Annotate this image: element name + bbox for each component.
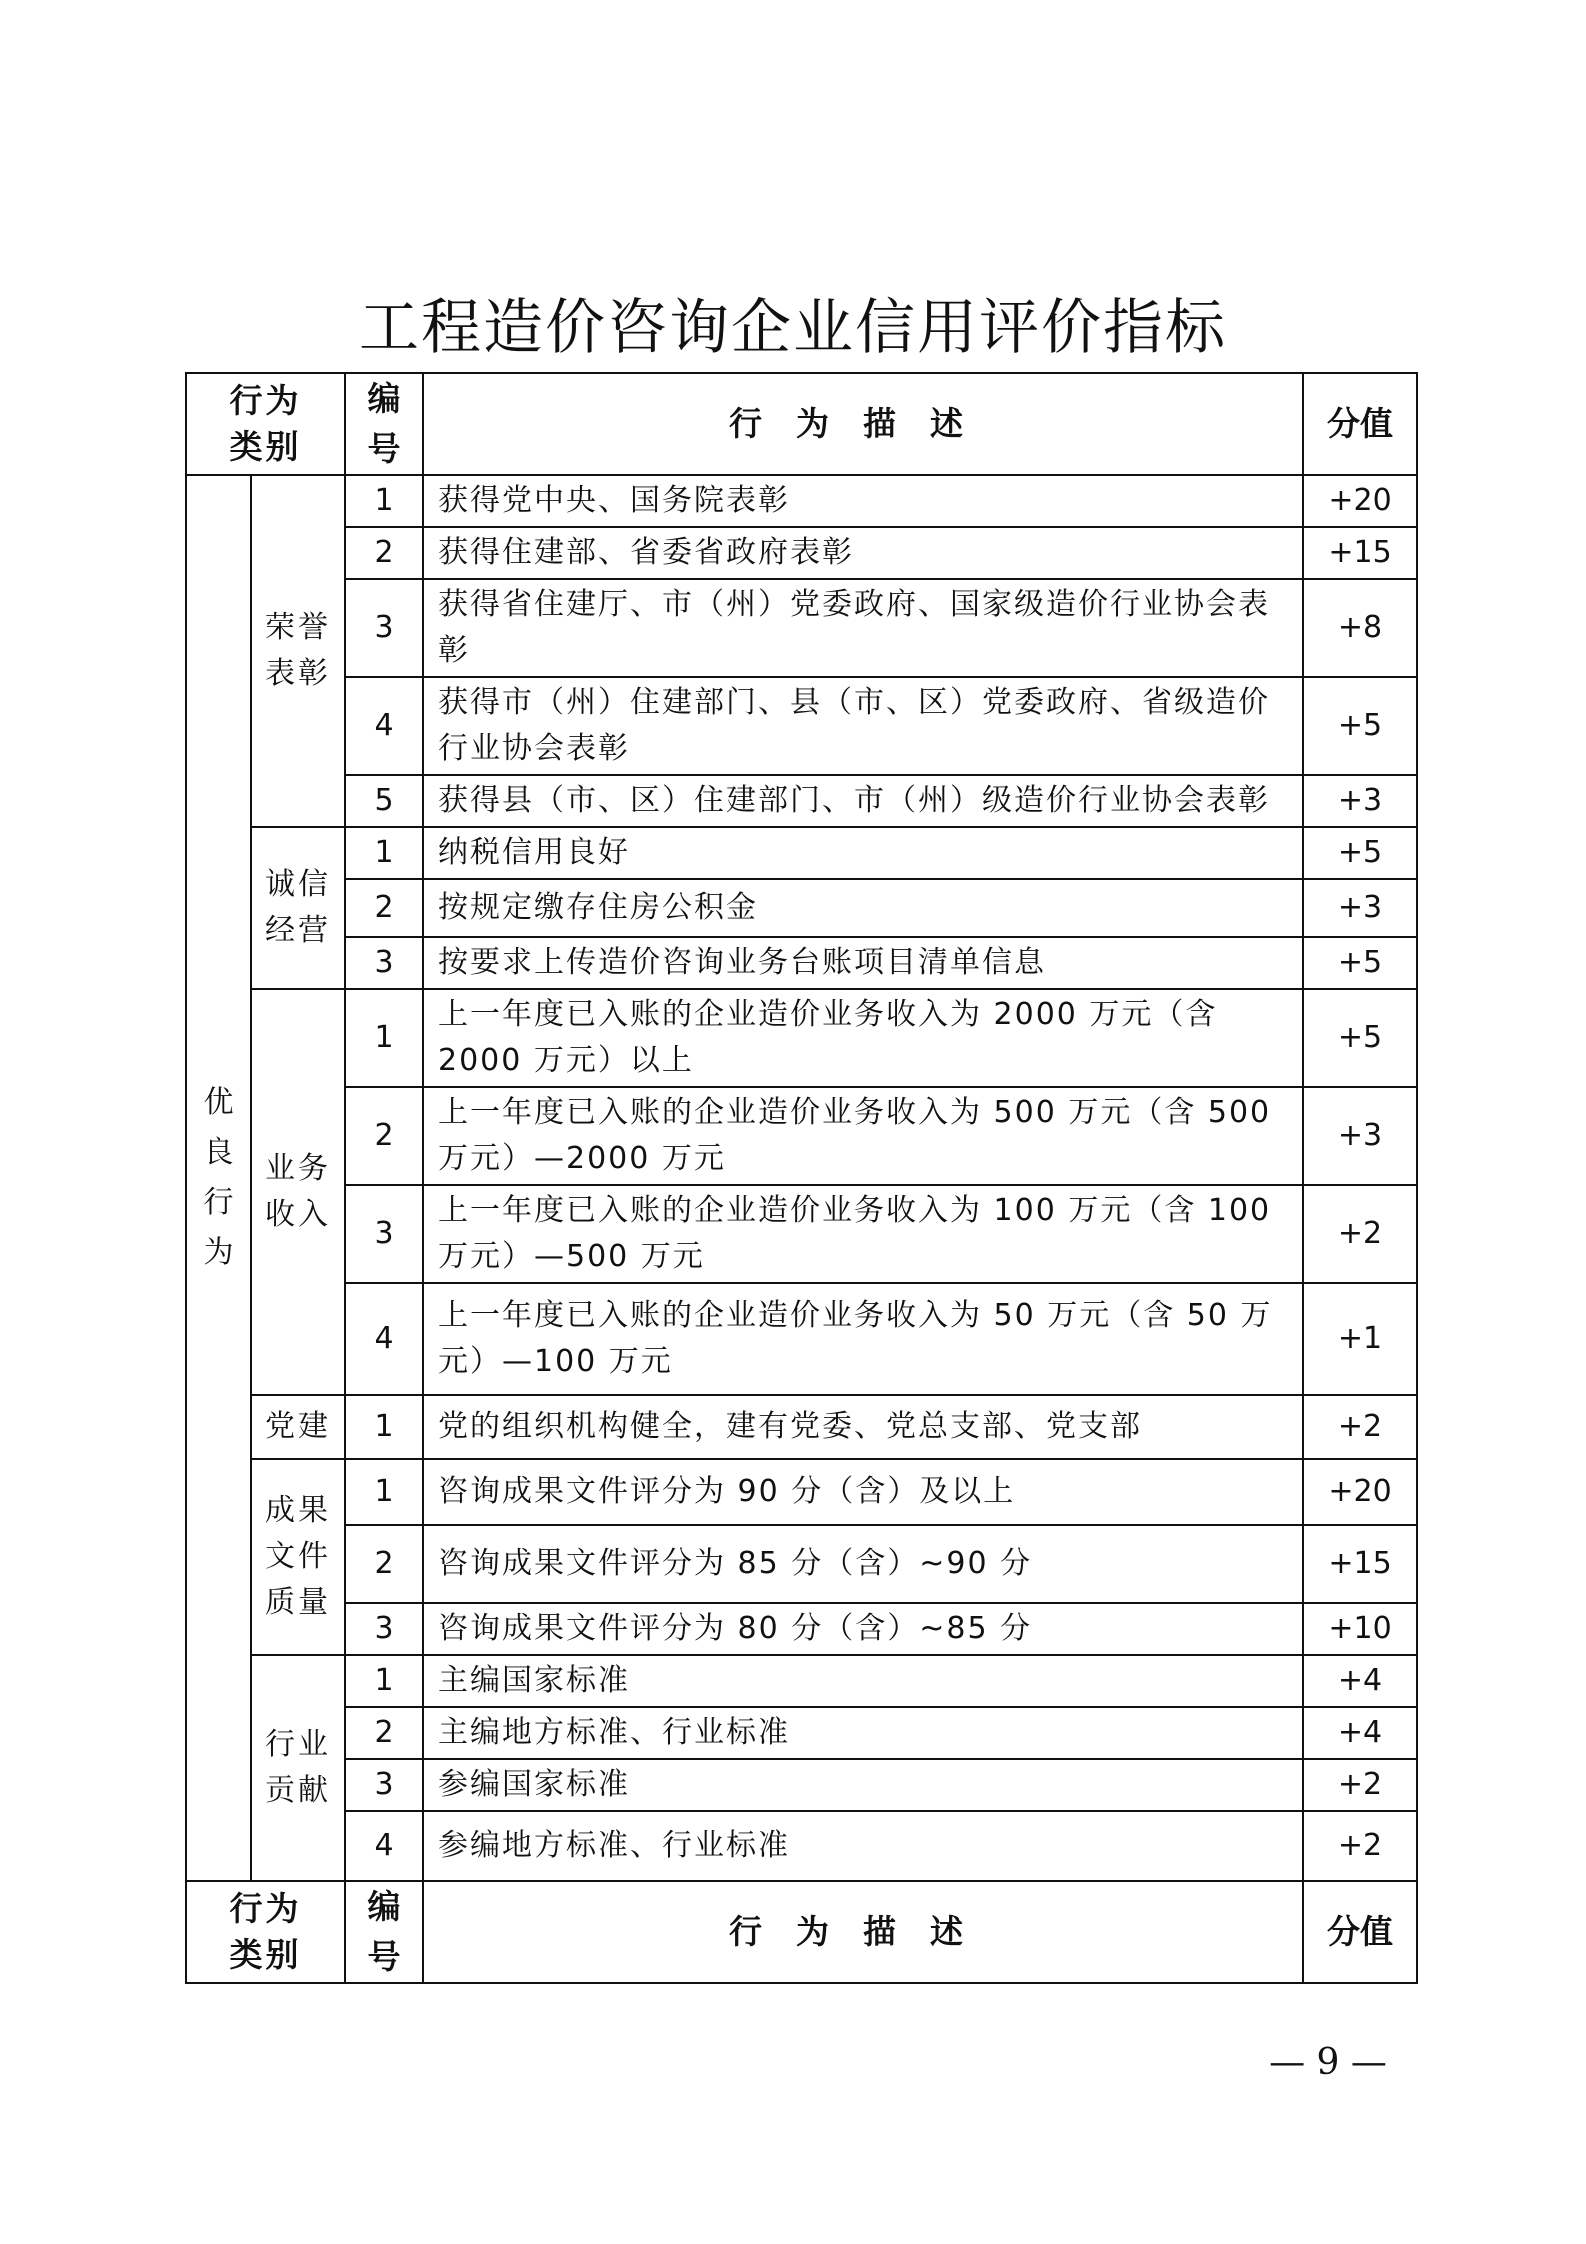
table-row	[186, 677, 1417, 775]
row-number: 3	[345, 1185, 423, 1283]
row-number: 1	[345, 989, 423, 1087]
row-description: 参编地方标准、行业标准	[423, 1811, 1303, 1881]
header-category: 行为类别	[186, 373, 345, 475]
row-score: +2	[1303, 1759, 1417, 1811]
table-footer-header-row	[186, 1881, 1417, 1983]
group-name-cell: 诚信经营	[251, 827, 345, 989]
table-row	[186, 1283, 1417, 1395]
row-number: 2	[345, 1525, 423, 1603]
group-name-cell: 行业贡献	[251, 1655, 345, 1881]
table-row	[186, 937, 1417, 989]
row-description: 获得县（市、区）住建部门、市（州）级造价行业协会表彰	[423, 775, 1303, 827]
row-score: +3	[1303, 775, 1417, 827]
row-score: +15	[1303, 1525, 1417, 1603]
row-score: +1	[1303, 1283, 1417, 1395]
header-description: 行为描述	[423, 373, 1303, 475]
row-score: +15	[1303, 527, 1417, 579]
table-row	[186, 989, 1417, 1087]
table-row	[186, 1525, 1417, 1603]
row-number: 2	[345, 527, 423, 579]
header-score: 分值	[1303, 373, 1417, 475]
row-number: 3	[345, 579, 423, 677]
row-description: 获得省住建厅、市（州）党委政府、国家级造价行业协会表彰	[423, 579, 1303, 677]
header-number: 编号	[345, 373, 423, 475]
row-description: 主编国家标准	[423, 1655, 1303, 1707]
row-description: 党的组织机构健全，建有党委、党总支部、党支部	[423, 1395, 1303, 1459]
table-row	[186, 879, 1417, 937]
table-row	[186, 1185, 1417, 1283]
group-name-cell: 业务收入	[251, 989, 345, 1395]
row-description: 上一年度已入账的企业造价业务收入为 2000 万元（含 2000 万元）以上	[423, 989, 1303, 1087]
table-row	[186, 527, 1417, 579]
row-score: +4	[1303, 1655, 1417, 1707]
group-name-cell: 党建	[251, 1395, 345, 1459]
table-row	[186, 1603, 1417, 1655]
row-score: +2	[1303, 1185, 1417, 1283]
table-row	[186, 475, 1417, 527]
main-category-cell: 优良行为	[186, 475, 251, 1881]
table-row	[186, 1759, 1417, 1811]
page-title: 工程造价咨询企业信用评价指标	[359, 293, 1227, 363]
footer-header-description: 行为描述	[423, 1881, 1303, 1983]
footer-header-number: 编号	[345, 1881, 423, 1983]
table-row	[186, 579, 1417, 677]
row-description: 获得党中央、国务院表彰	[423, 475, 1303, 527]
table-row	[186, 775, 1417, 827]
row-score: +2	[1303, 1811, 1417, 1881]
row-number: 1	[345, 827, 423, 879]
table-row	[186, 1655, 1417, 1707]
row-description: 获得住建部、省委省政府表彰	[423, 527, 1303, 579]
row-description: 获得市（州）住建部门、县（市、区）党委政府、省级造价行业协会表彰	[423, 677, 1303, 775]
row-description: 咨询成果文件评分为 90 分（含）及以上	[423, 1459, 1303, 1525]
row-number: 1	[345, 1459, 423, 1525]
row-number: 4	[345, 1283, 423, 1395]
row-number: 4	[345, 677, 423, 775]
credit-evaluation-table	[185, 372, 1418, 1984]
row-number: 2	[345, 1707, 423, 1759]
row-number: 1	[345, 1655, 423, 1707]
table-row	[186, 1087, 1417, 1185]
table-row	[186, 1395, 1417, 1459]
row-number: 3	[345, 1759, 423, 1811]
row-description: 参编国家标准	[423, 1759, 1303, 1811]
row-description: 按要求上传造价咨询业务台账项目清单信息	[423, 937, 1303, 989]
row-score: +5	[1303, 989, 1417, 1087]
row-number: 2	[345, 1087, 423, 1185]
table-row	[186, 827, 1417, 879]
row-score: +3	[1303, 879, 1417, 937]
table-row	[186, 1459, 1417, 1525]
group-name-cell: 荣誉表彰	[251, 475, 345, 827]
table-header-row	[186, 373, 1417, 475]
row-score: +3	[1303, 1087, 1417, 1185]
row-description: 主编地方标准、行业标准	[423, 1707, 1303, 1759]
footer-header-category: 行为类别	[186, 1881, 345, 1983]
row-number: 1	[345, 475, 423, 527]
row-description: 上一年度已入账的企业造价业务收入为 500 万元（含 500 万元）—2000 万元	[423, 1087, 1303, 1185]
row-number: 5	[345, 775, 423, 827]
row-score: +20	[1303, 1459, 1417, 1525]
row-description: 上一年度已入账的企业造价业务收入为 50 万元（含 50 万元）—100 万元	[423, 1283, 1303, 1395]
row-score: +2	[1303, 1395, 1417, 1459]
row-score: +5	[1303, 937, 1417, 989]
group-name-cell: 成果文件质量	[251, 1459, 345, 1655]
row-score: +20	[1303, 475, 1417, 527]
row-score: +8	[1303, 579, 1417, 677]
footer-header-score: 分值	[1303, 1881, 1417, 1983]
row-number: 1	[345, 1395, 423, 1459]
row-number: 2	[345, 879, 423, 937]
row-number: 3	[345, 1603, 423, 1655]
row-description: 按规定缴存住房公积金	[423, 879, 1303, 937]
row-description: 咨询成果文件评分为 80 分（含）~85 分	[423, 1603, 1303, 1655]
page-number: — 9 —	[1269, 2042, 1387, 2083]
row-number: 4	[345, 1811, 423, 1881]
row-score: +5	[1303, 827, 1417, 879]
table-row	[186, 1707, 1417, 1759]
row-description: 纳税信用良好	[423, 827, 1303, 879]
row-description: 咨询成果文件评分为 85 分（含）~90 分	[423, 1525, 1303, 1603]
table-body	[186, 475, 1417, 1881]
row-score: +5	[1303, 677, 1417, 775]
table-row	[186, 1811, 1417, 1881]
row-score: +4	[1303, 1707, 1417, 1759]
row-number: 3	[345, 937, 423, 989]
row-score: +10	[1303, 1603, 1417, 1655]
row-description: 上一年度已入账的企业造价业务收入为 100 万元（含 100 万元）—500 万元	[423, 1185, 1303, 1283]
